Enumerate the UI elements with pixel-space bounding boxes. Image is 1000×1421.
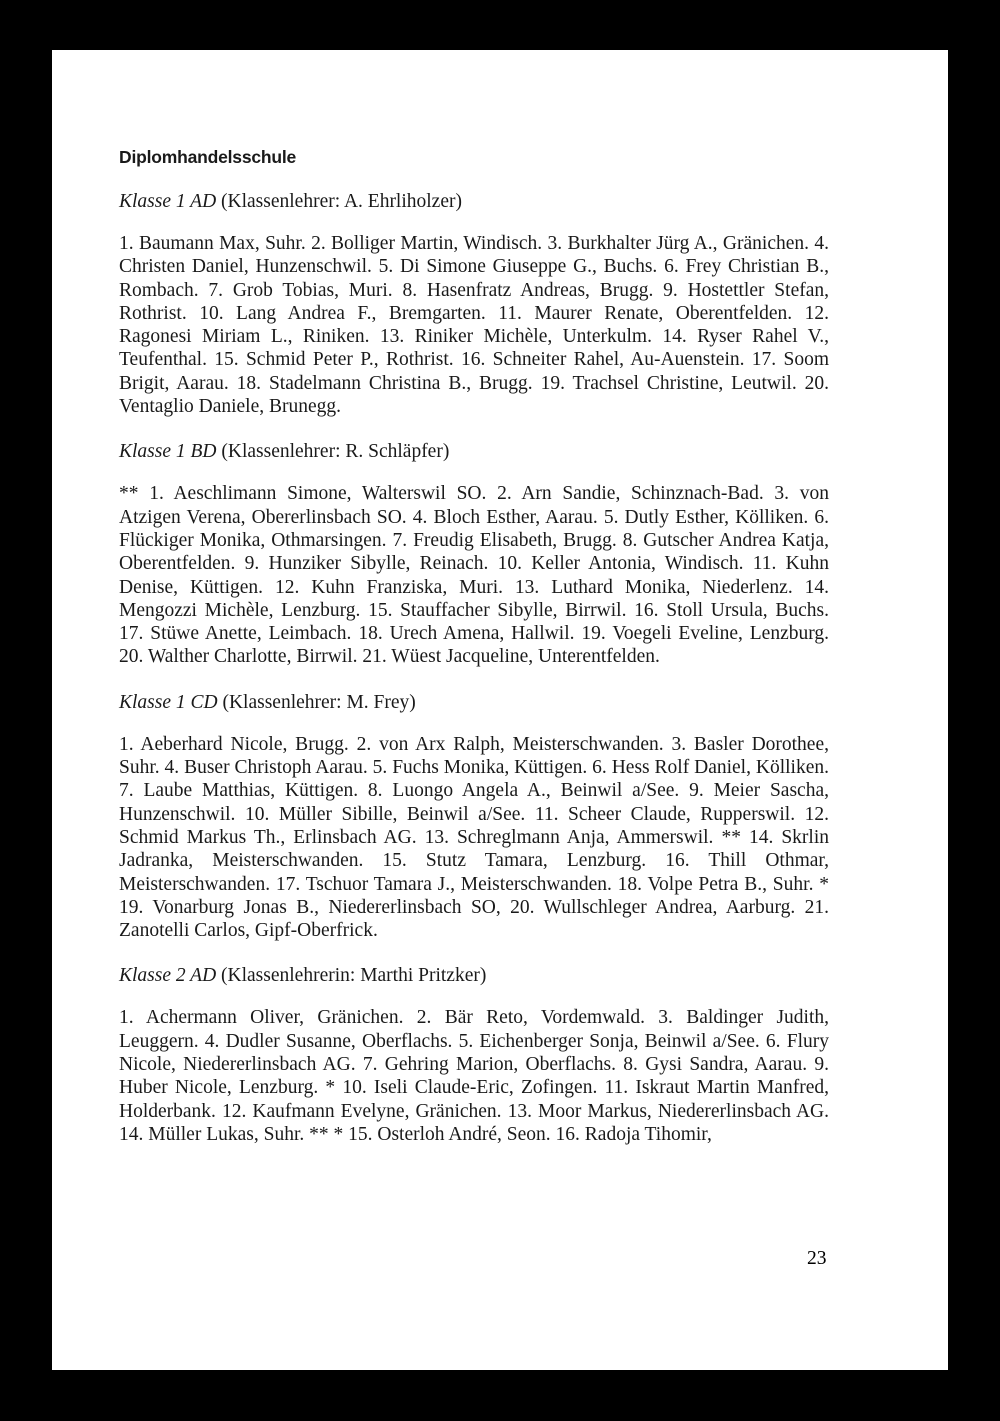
class-title-1ad: [119, 190, 829, 214]
class-teacher: (Klassenlehrer: A. Ehrliholzer): [221, 191, 462, 212]
student-list-1ad: 1. Baumann Max, Suhr. 2. Bolliger Martin, Windisch. 3. Burkhalter Jürg A., Gränichen. 4. Christen Daniel, Hunzenschwil. 5. Di Simone Giuseppe G., Buchs. 6. Frey Christian B., Rombach. 7. Grob Tobias, Muri. 8. Hasenfratz Andreas, Brugg. 9. Hostettler Stefan, Rothrist. 10. Lang Andrea F., Bremgarten. 11. Maurer Renate, Oberentfelden. 12. Ragonesi Miriam L., Riniken. 13. Riniker Michèle, Unterkulm. 14. Ryser Rahel V., Teufenthal. 15. Schmid Peter P., Rothrist. 16. Schneiter Rahel, Au-Auenstein. 17. Soom Brigit, Aarau. 18. Stadelmann Christina B., Brugg. 19. Trachsel Christine, Leutwil. 20. Ventaglio Daniele, Brunegg.: [119, 233, 829, 418]
class-label: Klasse 2 AD: [119, 965, 217, 987]
class-label: Klasse 1 BD: [119, 441, 217, 463]
student-list-1cd: 1. Aeberhard Nicole, Brugg. 2. von Arx Ralph, Meisterschwanden. 3. Basler Dorothee, Suhr. 4. Buser Christoph Aarau. 5. Fuchs Monika, Küttigen. 6. Hess Rolf Daniel, Kölliken. 7. Laube Matthias, Küttigen. 8. Luongo Angela A., Beinwil a/See. 9. Meier Sascha, Hunzenschwil. 10. Müller Sibille, Beinwil a/See. 11. Scheer Claude, Rupperswil. 12. Schmid Markus Th., Erlinsbach AG. 13. Schreglmann Anja, Ammerswil. ** 14. Skrlin Jadranka, Meisterschwanden. 15. Stutz Tamara, Lenzburg. 16. Thill Othmar, Meisterschwanden. 17. Tschuor Tamara J., Meisterschwanden. 18. Volpe Petra B., Suhr. * 19. Vonarburg Jonas B., Niedererlinsbach SO, 20. Wullschleger Andrea, Aarburg. 21. Zanotelli Carlos, Gipf-Oberfrick.: [119, 733, 829, 942]
page-number: 23: [807, 1248, 827, 1269]
student-list-2ad: 1. Achermann Oliver, Gränichen. 2. Bär Reto, Vordemwald. 3. Baldinger Judith, Leuggern. 4. Dudler Susanne, Oberflachs. 5. Eichenberger Sonja, Beinwil a/See. 6. Flury Nicole, Niedererlinsbach AG. 7. Gehring Marion, Oberflachs. 8. Gysi Sandra, Aarau. 9. Huber Nicole, Lenzburg. * 10. Iseli Claude-Eric, Zofingen. 11. Iskraut Martin Manfred, Holderbank. 12. Kaufmann Evelyne, Gränichen. 13. Moor Markus, Niedererlinsbach AG. 14. Müller Lukas, Suhr. ** * 15. Osterloh André, Seon. 16. Radoja Tihomir,: [119, 1007, 829, 1145]
student-list-1bd: ** 1. Aeschlimann Simone, Walterswil SO. 2. Arn Sandie, Schinznach-Bad. 3. von Atzigen Verena, Obererlinsbach SO. 4. Bloch Esther, Aarau. 5. Dutly Esther, Kölliken. 6. Flückiger Monika, Othmarsingen. 7. Freudig Elisabeth, Brugg. 8. Gutscher Andrea Katja, Oberentfelden. 9. Hunziker Sibylle, Reinach. 10. Keller Antonia, Windisch. 11. Kuhn Denise, Küttigen. 12. Kuhn Franziska, Muri. 13. Luthard Monika, Niederlenz. 14. Mengozzi Michèle, Lenzburg. 15. Stauffacher Sibylle, Birrwil. 16. Stoll Ursula, Buchs. 17. Stüwe Anette, Leimbach. 18. Urech Amena, Hallwil. 19. Voegeli Eveline, Lenzburg. 20. Walther Charlotte, Birrwil. 21. Wüest Jacqueline, Unterentfelden.: [119, 483, 829, 668]
class-title-1bd: [119, 440, 829, 464]
class-title-1cd: [119, 691, 829, 715]
class-label: Klasse 1 AD: [119, 191, 217, 212]
class-title-2ad: [119, 964, 829, 988]
class-teacher: (Klassenlehrerin: Marthi Pritzker): [221, 965, 487, 987]
page-content: [119, 146, 829, 1168]
class-label: Klasse 1 CD: [119, 691, 218, 713]
section-heading: Diplomhandelsschule: [119, 147, 297, 167]
class-teacher: (Klassenlehrer: M. Frey): [222, 691, 416, 713]
class-teacher: (Klassenlehrer: R. Schläpfer): [221, 441, 450, 463]
document-page: [52, 50, 948, 1370]
